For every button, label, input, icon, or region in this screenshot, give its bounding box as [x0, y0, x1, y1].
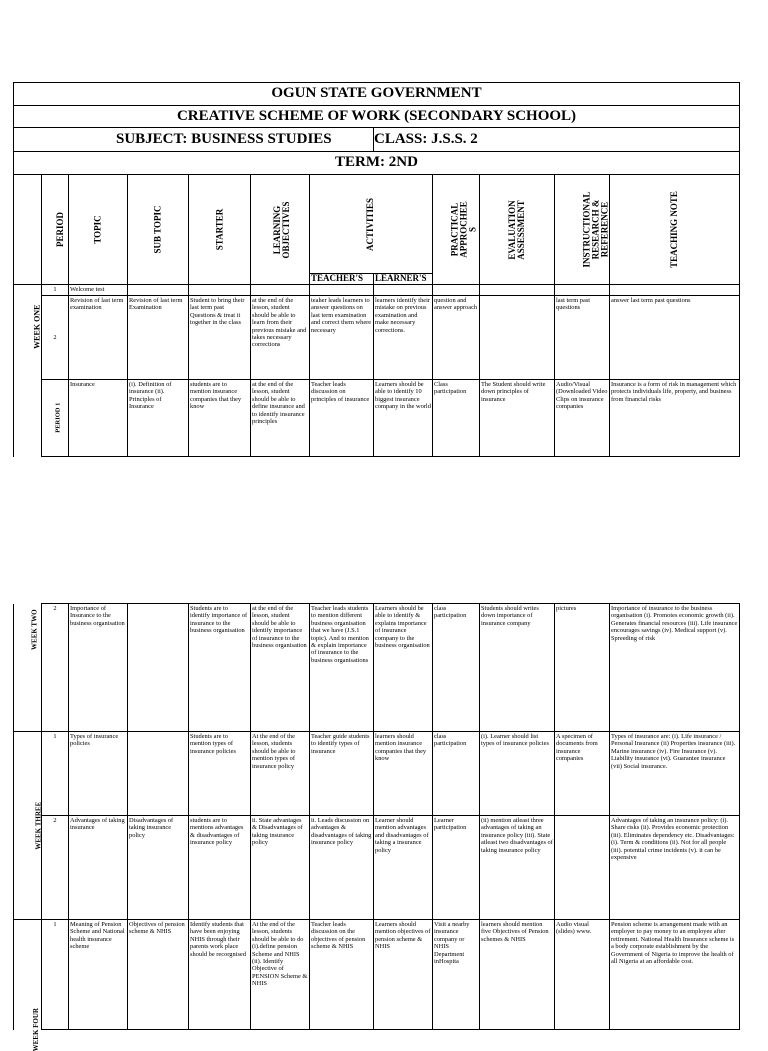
cell-note: Insurance is a form of risk in management which protects individuals life, property, and business from financial risks	[610, 380, 740, 457]
cell-objectives: at the end of the lesson, student should be able to learn from their previous mistake and takes necessary corrections	[251, 296, 310, 380]
cell-subtopic: (i). Definition of insurance (ii). Principles of Insurance	[128, 380, 189, 457]
cell-learner: learners should mention insurance companies that they know	[374, 732, 433, 816]
cell-topic: Types of insurance policies	[69, 732, 128, 816]
class-label: CLASS: J.S.S. 2	[374, 128, 740, 152]
cell-starter: students are to mentions advantages & disadvantages of insurance policy	[189, 816, 251, 920]
cell-topic: Welcome test	[69, 285, 128, 296]
cell-teacher: Teacher leads students to mention different business organisation that we have (J.S.1 topic). And to mention & explain importance of insurance to the business organisations	[310, 604, 374, 732]
cell-practical: Class participation	[433, 380, 480, 457]
cell-instructional: last term past questions	[555, 296, 610, 380]
cell-practical: Visit a nearby insurance company or NHIS Department inHospita	[433, 920, 480, 1030]
cell-evaluation: (i). Learner should list types of insurance policies	[480, 732, 555, 816]
cell-starter: Students are to identify importance of insurance to the business organisation	[189, 604, 251, 732]
cell-starter: Student to bring their last term past Questions & treat it together in the class	[189, 296, 251, 380]
cell-instructional: Audio visual (slides) www.	[555, 920, 610, 1030]
cell-instructional: A specimen of documents from insurance companies	[555, 732, 610, 816]
cell-note: answer last term past questions	[610, 296, 740, 380]
cell-evaluation: The Student should write down principles of insurance	[480, 380, 555, 457]
cell-note: Pension scheme is arrangement made with an employer to pay money to an employee after retirement. National Health Insurance scheme is a body corporate establishment by the Government of Nigeria to improve the health of all Nigeria at an affordable cost.	[610, 920, 740, 1030]
government-title: OGUN STATE GOVERNMENT	[14, 83, 740, 106]
cell-learner: Learners should be able to identify 10 biggest insurance company in the world	[374, 380, 433, 457]
cell-subtopic	[128, 732, 189, 816]
col-period: PERIOD	[42, 175, 69, 285]
blank-header-cell	[14, 175, 42, 285]
term-label: TERM: 2ND	[14, 152, 740, 175]
cell-evaluation	[480, 296, 555, 380]
cell-teacher: Teacher leads discussion on principles of insurance	[310, 380, 374, 457]
table-row: 1	[42, 920, 69, 1030]
table-row: 2	[42, 296, 69, 380]
week-three-label: WEEK THREE	[14, 732, 42, 920]
week-two-label: WEEK TWO	[14, 604, 42, 732]
cell-evaluation: Students should writes down importance of insurance company	[480, 604, 555, 732]
col-instructional: INSTRUCTIONAL RESEARCH & REFERENCE	[555, 175, 610, 285]
cell-starter: students are to mention insurance companies that they know	[189, 380, 251, 457]
cell-topic: Insurance	[69, 380, 128, 457]
cell-topic: Advantages of taking insurance	[69, 816, 128, 920]
cell-subtopic	[128, 604, 189, 732]
cell-objectives: At the end of the lesson, students should be able to mention types of insurance policy	[251, 732, 310, 816]
cell-objectives: At the end of the lesson, students should be able to do (i).define pension Scheme and NHIS (ii). Identify Objective of PENSION Scheme & NHIS	[251, 920, 310, 1030]
scheme-table-top	[13, 82, 740, 457]
cell-topic: Meaning of Pension Scheme and National health insurance scheme	[69, 920, 128, 1030]
col-objectives: LEARNING OBJECTIVES	[251, 175, 310, 285]
cell-instructional	[555, 816, 610, 920]
col-starter: STARTER	[189, 175, 251, 285]
cell-topic: Revision of last term examination	[69, 296, 128, 380]
cell-teacher: ii. Leads discussion on advantages & disadvantages of taking insurance policy	[310, 816, 374, 920]
cell-practical: class participation	[433, 732, 480, 816]
cell-teacher: teaher leads learners to answer questions on last term examination and correct them where necessary	[310, 296, 374, 380]
cell-objectives: at the end of the lesson, student should be able to define insurance and to identify insurance principles	[251, 380, 310, 457]
scheme-table-bottom	[13, 603, 740, 1051]
table-row: 1	[42, 732, 69, 816]
cell-note: Advantages of taking an insurance policy: (i). Share risks (ii). Provides economic protection (iii). Eliminates dependency etc. Disadvantages: (i). Term & conditions (ii). Not for all people (iii). potential crime incidents (v). it can be expensive	[610, 816, 740, 920]
col-practical: PRACTICAL APPROCHEES	[433, 175, 480, 285]
col-learners: LEARNER'S	[374, 274, 433, 285]
cell-practical: class participation	[433, 604, 480, 732]
week-one-label: WEEK ONE	[14, 285, 42, 457]
cell-instructional: Audio/Visual (Downloaded Video Clips on insurance companies	[555, 380, 610, 457]
cell-note: Importance of insurance to the business organisation (i). Promotes economic growth (ii). Generates financial resources (iii). Life insurance encourages savings (iv). Medical support (v). Spreeding of risk	[610, 604, 740, 732]
col-evaluation: EVALUATION ASSESSMENT	[480, 175, 555, 285]
table-row: 1	[42, 285, 69, 296]
cell-note: Types of insurance are: (i). Life insurance / Personal Insurance (ii) Properties insurance (iii). Marine insurance (iv). Fire Insurance (v). Liability insurance (vi). Guarantee insurance (vii) Social insurance.	[610, 732, 740, 816]
cell-evaluation: learners should mention five Objectives of Pension schemes & NHIS	[480, 920, 555, 1030]
cell-practical: Learner participation	[433, 816, 480, 920]
subject-label: SUBJECT: BUSINESS STUDIES	[14, 128, 374, 152]
week-four-label: WEEK FOUR	[14, 920, 42, 1030]
period-one-label: PERIOD 1	[42, 380, 69, 457]
cell-subtopic: Revision of last term Examination	[128, 296, 189, 380]
cell-starter: Identify students that have been enjoying NHIS through their parents work place should be recorgnised	[189, 920, 251, 1030]
cell-starter: Students are to mention types of insurance policies	[189, 732, 251, 816]
col-topic: TOPIC	[69, 175, 128, 285]
cell-learner: learners identify their mistake on previous examination and make necessary corrections.	[374, 296, 433, 380]
cell-learner: Learner should mention advantages and disadvantages of taking a insurance policy	[374, 816, 433, 920]
cell-objectives: at the end of the lesson, student should be able to identify importance of insurance to the business organisation	[251, 604, 310, 732]
table-row: 2	[42, 816, 69, 920]
cell-practical: question and answer approach	[433, 296, 480, 380]
cell-topic: Importance of Insurance to the business organisation	[69, 604, 128, 732]
cell-learner: Learners should be able to identify & explains importance of insurance company to the business organisation	[374, 604, 433, 732]
cell-evaluation: (ii) mention atleast three advantages of taking an insurance policy (iii). State atleast two disadvantages of taking insurance policy	[480, 816, 555, 920]
cell-subtopic: Objectives of pension scheme & NHIS	[128, 920, 189, 1030]
cell-instructional: pictures	[555, 604, 610, 732]
col-subtopic: SUB TOPIC	[128, 175, 189, 285]
cell-teacher: Teacher guide students to identify types of insurance	[310, 732, 374, 816]
cell-teacher: Teacher leads discussion on the objectives of pension scheme & NHIS	[310, 920, 374, 1030]
cell-objectives: ii. State advantages & Disadvantages of taking insurance policy	[251, 816, 310, 920]
cell-subtopic: Disadvantages of taking insurance policy	[128, 816, 189, 920]
col-teaching-note: TEACHING NOTE	[610, 175, 740, 285]
col-activities: ACTIVITIES	[310, 175, 433, 274]
col-teachers: TEACHER'S	[310, 274, 374, 285]
cell-learner: Learners should mention objectives of pension scheme & NHIS	[374, 920, 433, 1030]
scheme-title: CREATIVE SCHEME OF WORK (SECONDARY SCHOOL)	[14, 106, 740, 128]
table-row: 2	[42, 604, 69, 732]
